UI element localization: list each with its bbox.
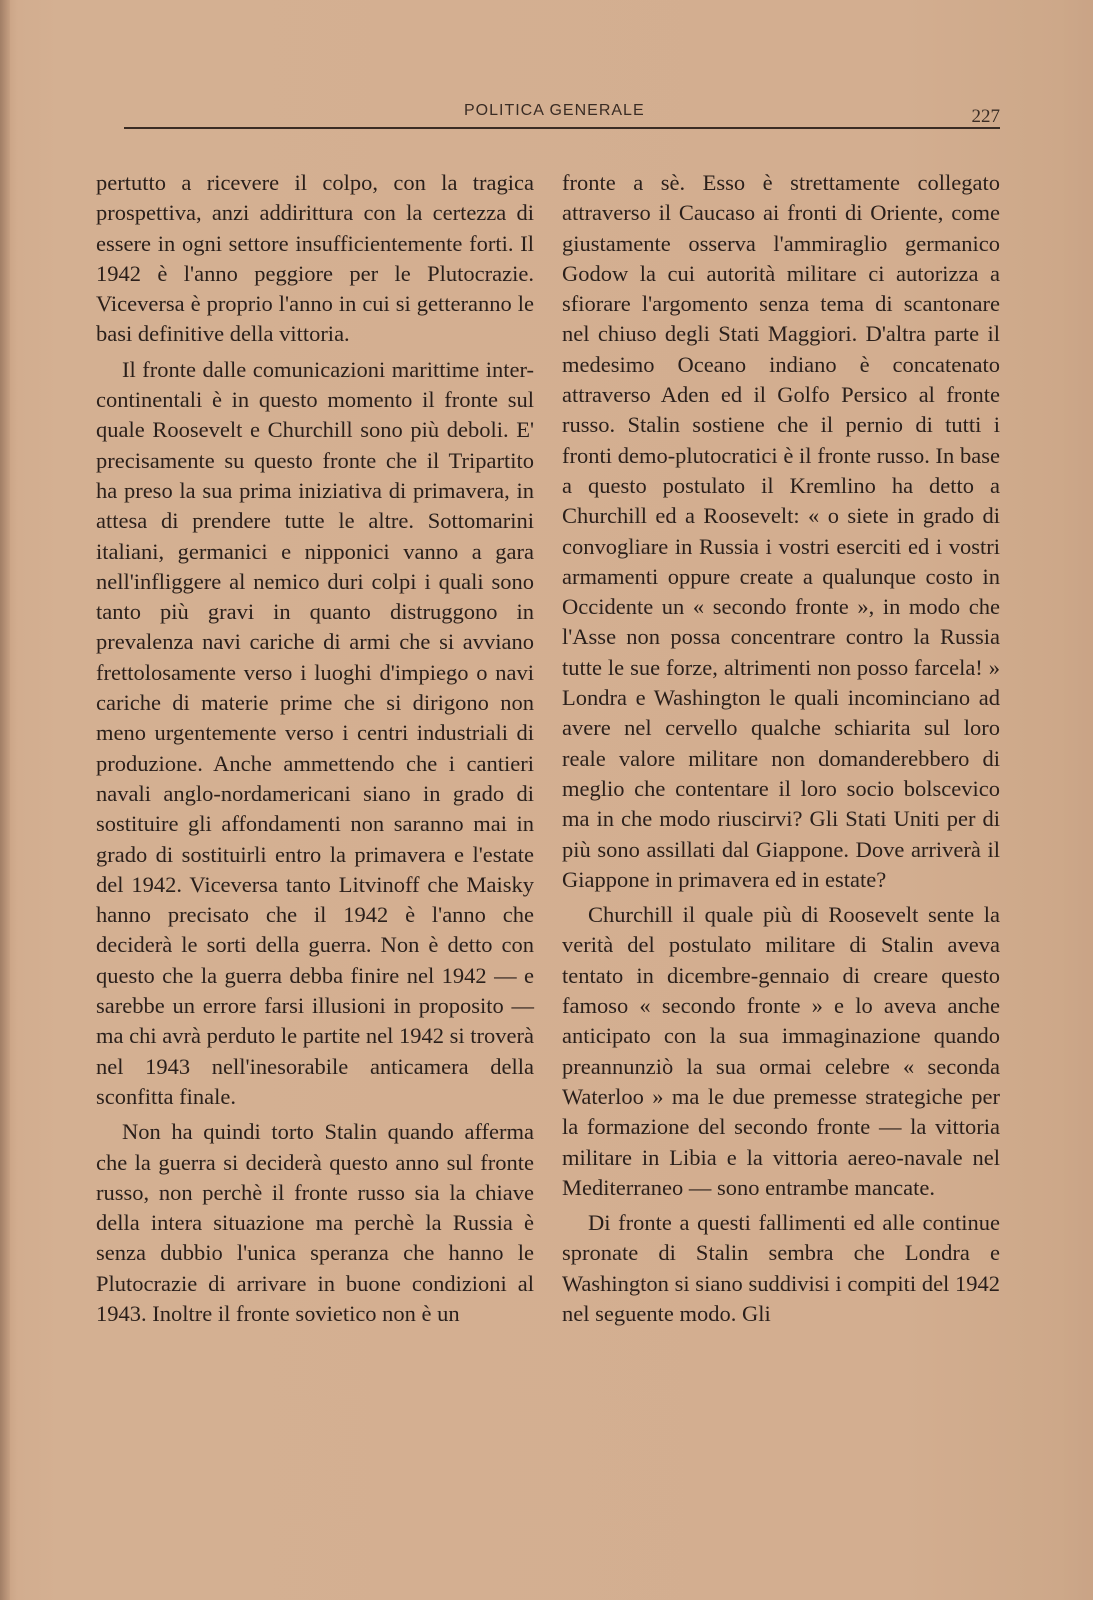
paragraph: fronte a sè. Esso è strettamente collegato attraverso il Caucaso ai fronti di Oriente, come giustamente osserva l'ammiraglio germanico Godow la cui autorità militare ci autorizza a sfiorare l'argomento senza tema di scantonare nel chiuso degli Stati Maggiori. D'altra parte il medesimo Oceano indiano è concatenato attraverso Aden ed il Golfo Persico al fronte russo. Stalin sostiene che il pernio di tutti i fronti demo-plutocratici è il fronte russo. In base a questo postulato il Kremlino ha detto a Churchill ed a Roosevelt: « o siete in grado di convogliare in Russia i vostri eserciti ed i vostri armamenti oppure create a qualunque costo in Occidente un « secondo fronte », in modo che l'Asse non possa concentrare contro la Russia tutte le sue forze, altrimenti non posso farcela! » Londra e Washington le quali incominciano ad avere nel cervello qualche schiarita sul loro reale valore militare non domanderebbero di meglio che contentare il loro socio bolscevico ma in che modo riuscirvi? Gli Stati Uniti per di più sono assillati dal Giappone. Dove arriverà il Giappone in primavera ed in estate? — [562, 170, 1000, 892]
paragraph: Il fronte dalle comunicazioni marittime inter-continentali è in questo momento il fronte sul quale Roosevelt e Churchill sono più deboli. E' precisamente su questo fronte che il Tripartito ha preso la sua prima iniziativa di primavera, in attesa di prendere tutte le altre. Sottomarini italiani, germanici e nipponici vanno a gara nell'infliggere al nemico duri colpi i quali sono tanto più gravi in quanto distruggono in prevalenza navi cariche di armi che si avviano frettolosamente verso i luoghi d'impiego o navi cariche di materie prime che si dirigono non meno urgentemente verso i centri industriali di produzione. Anche ammettendo che i cantieri navali anglo-nordamericani siano in grado di sostituire gli affondamenti non saranno mai in grado di sostituirli entro la primavera e l'estate del 1942. Viceversa tanto Litvinoff che Maisky hanno precisato che il 1942 è l'anno che deciderà le sorti della guerra. Non è detto con questo che la guerra debba finire nel 1942 — e sarebbe un errore farsi illusioni in proposito — ma chi avrà perduto le partite nel 1942 si troverà nel 1943 nell'inesorabile anticamera della sconfitta finale. — [96, 356, 534, 1109]
paragraph: Churchill il quale più di Roosevelt sente la verità del postulato militare di Stalin aveva tentato in dicembre-gennaio di creare questo famoso « secondo fronte » e lo aveva anche anticipato con la sua immaginazione quando preannunziò la sua ormai celebre « seconda Waterloo » ma le due premesse strategiche per la formazione del secondo fronte — la vittoria militare in Libia e la vittoria aereo-navale nel Mediterraneo — sono entrambe mancate. — [562, 902, 1000, 1200]
page-header — [124, 100, 1000, 134]
paragraph: Di fronte a questi fallimenti ed alle continue spronate di Stalin sembra che Londra e Washington si siano suddivisi i compiti del 1942 nel seguente modo. Gli — [562, 1210, 1000, 1326]
right-column — [562, 168, 1000, 1329]
paragraph: pertutto a ricevere il colpo, con la tragica prospettiva, anzi addirittura con la certezza di essere in ogni settore insufficientemente forti. Il 1942 è l'anno peggiore per le Plutocrazie. Viceversa è proprio l'anno in cui si getteranno le basi definitive della vittoria. — [96, 170, 534, 347]
page-number: 227 — [971, 106, 1000, 127]
header-rule — [124, 127, 1000, 129]
left-column — [96, 168, 534, 1329]
paragraph: Non ha quindi torto Stalin quando afferma che la guerra si deciderà questo anno sul fronte russo, non perchè il fronte russo sia la chiave della intera situazione ma perchè la Russia è senza dubbio l'unica speranza che hanno le Plutocrazie di arrivare in buone condizioni al 1943. Inoltre il fronte sovietico non è un — [96, 1119, 534, 1326]
running-head: POLITICA GENERALE — [464, 102, 645, 119]
page-edge-shadow — [0, 0, 10, 1600]
